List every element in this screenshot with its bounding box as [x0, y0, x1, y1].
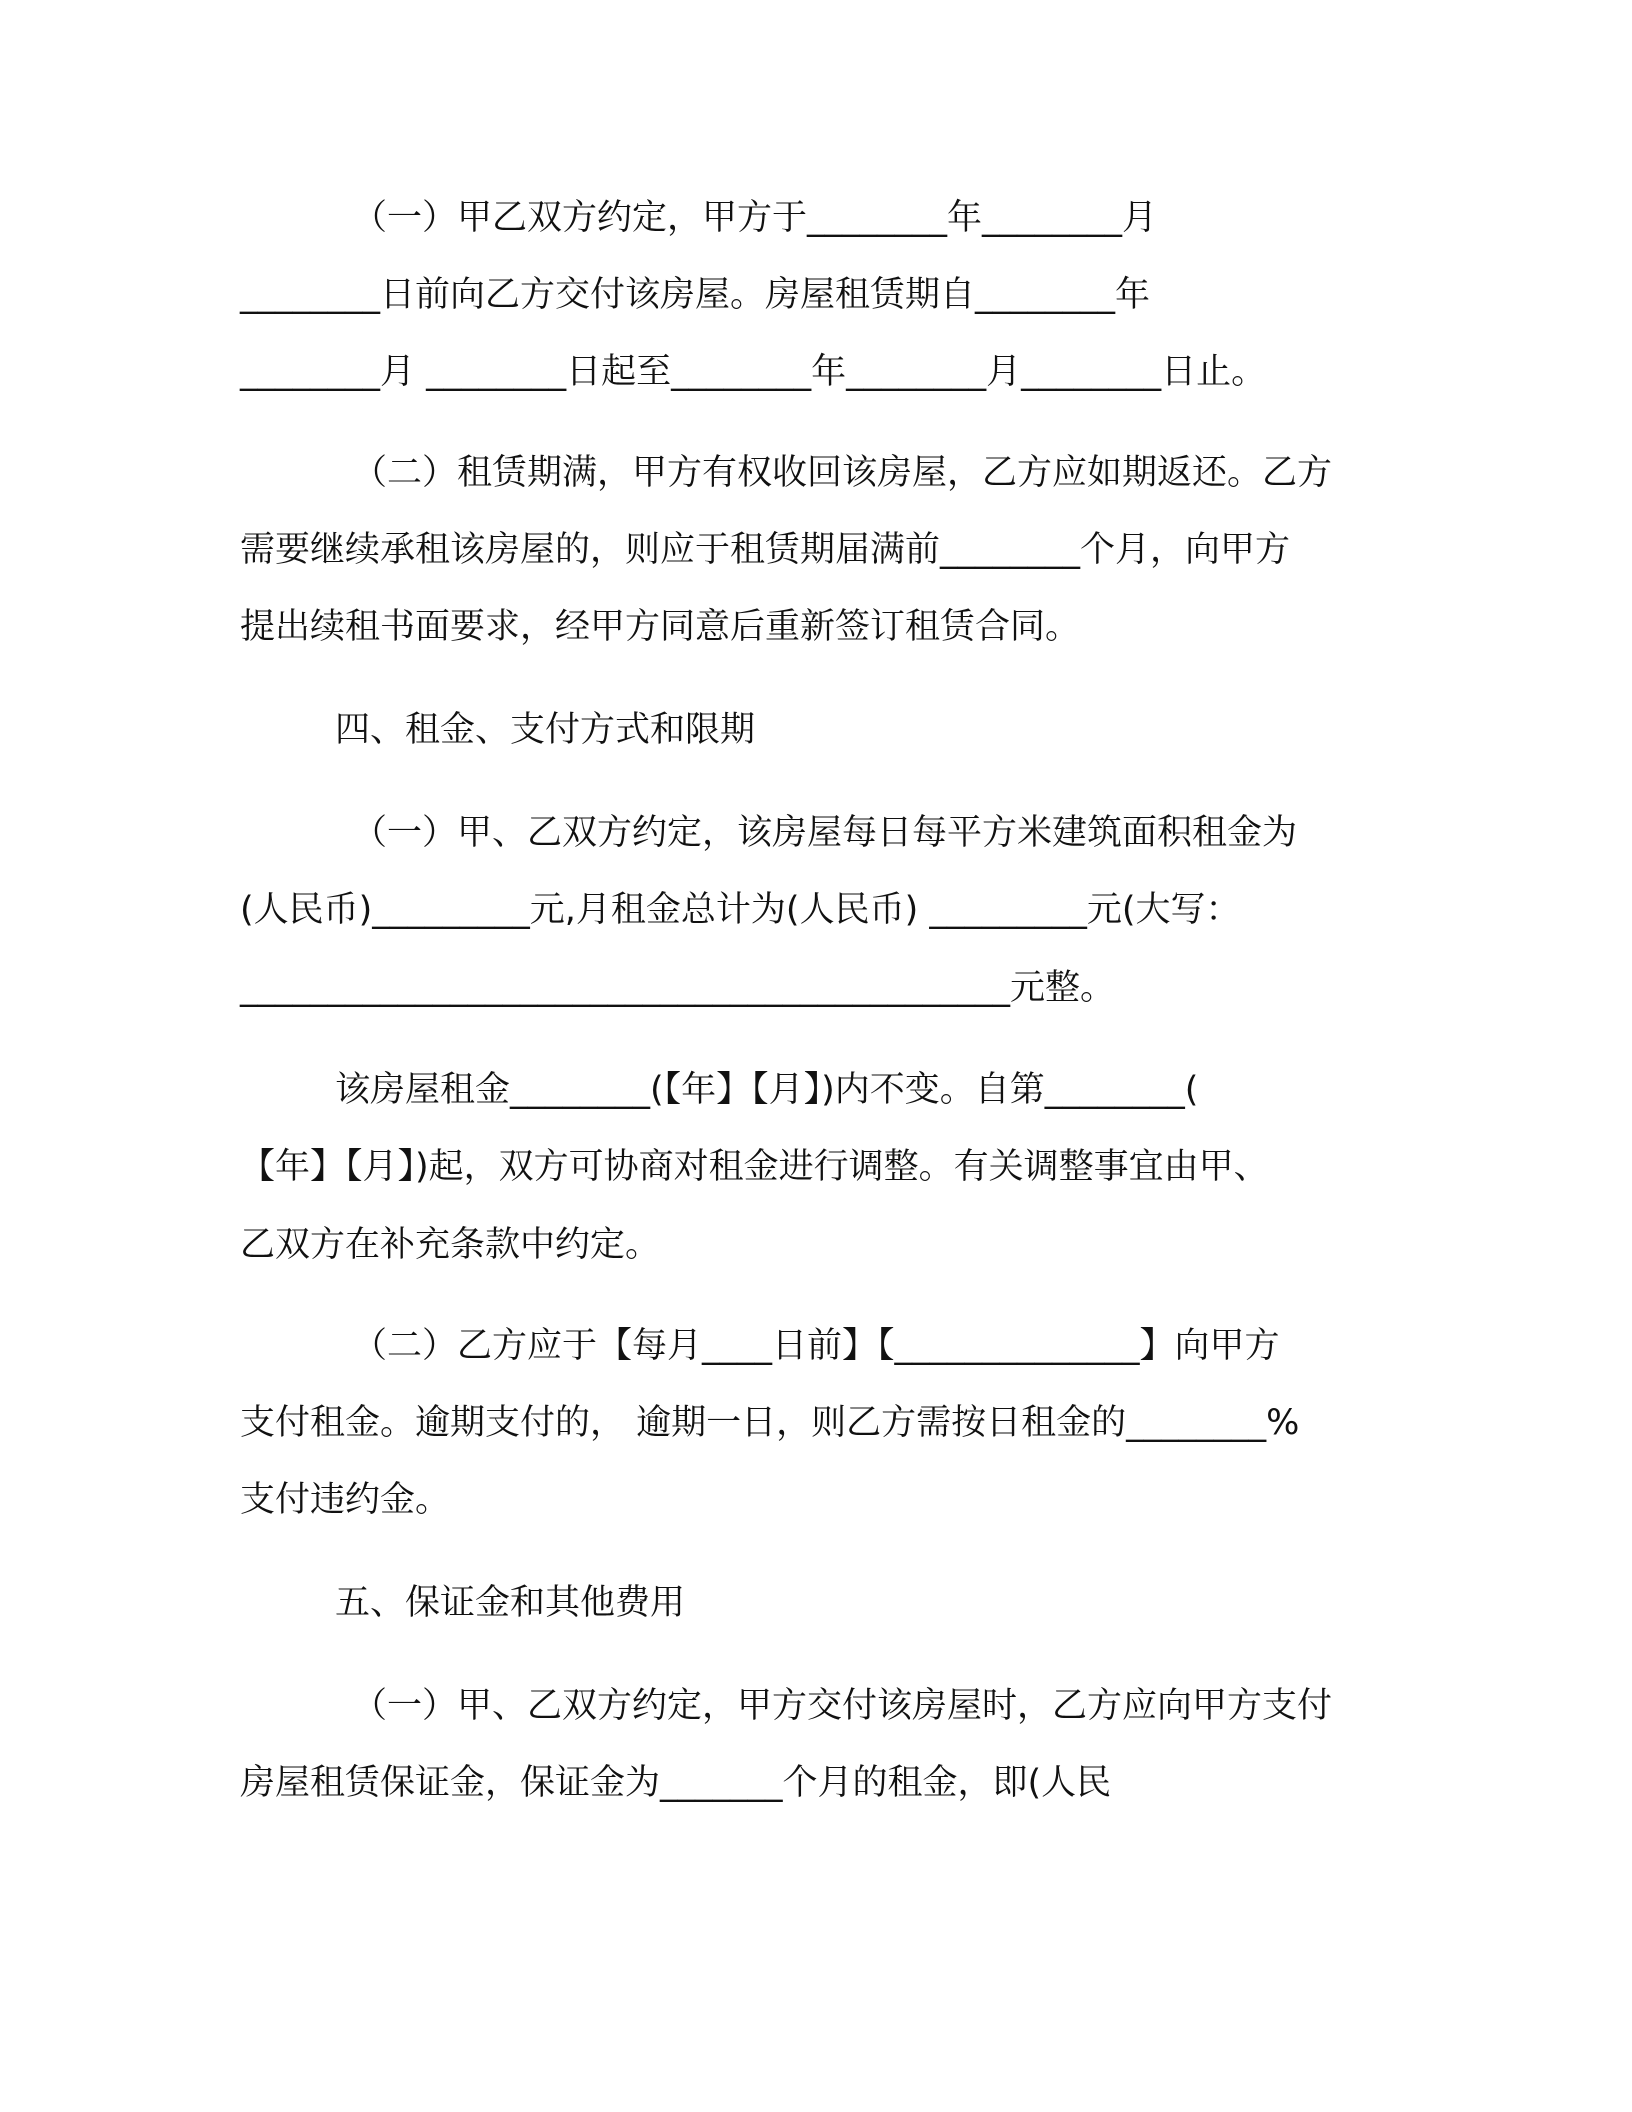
- section-heading: 四、租金、支付方式和限期: [335, 710, 756, 750]
- paragraph-line: （二）租赁期满，甲方有权收回该房屋，乙方应如期返还。乙方: [352, 453, 1333, 493]
- paragraph-line: 支付违约金。: [240, 1480, 451, 1520]
- paragraph-line: (人民币)_________元,月租金总计为(人民币) _________元(大写：: [240, 890, 1241, 930]
- paragraph-line: （一）甲、乙双方约定，该房屋每日每平方米建筑面积租金为: [352, 813, 1298, 853]
- paragraph-line: ________日前向乙方交付该房屋。房屋租赁期自________年: [240, 275, 1151, 315]
- paragraph-line: 乙双方在补充条款中约定。: [240, 1225, 661, 1265]
- paragraph-line: 该房屋租金________(【年】【月】)内不变。自第________(: [335, 1070, 1199, 1110]
- paragraph-line: （一）甲、乙双方约定，甲方交付该房屋时，乙方应向甲方支付: [352, 1686, 1333, 1726]
- paragraph-line: 【年】【月】)起，双方可协商对租金进行调整。有关调整事宜由甲、: [240, 1147, 1269, 1187]
- paragraph-line: 房屋租赁保证金，保证金为_______个月的租金，即(人民: [240, 1763, 1112, 1803]
- paragraph-line: （二）乙方应于【每月____日前】【______________】向甲方: [352, 1326, 1280, 1366]
- section-heading: 五、保证金和其他费用: [335, 1583, 686, 1623]
- paragraph-line: 支付租金。逾期支付的， 逾期一日，则乙方需按日租金的________%: [240, 1403, 1300, 1443]
- paragraph-line: （一）甲乙双方约定，甲方于________年________月: [352, 198, 1158, 238]
- paragraph-line: ________月 ________日起至________年________月________日止。: [240, 352, 1267, 392]
- paragraph-line: 提出续租书面要求，经甲方同意后重新签订租赁合同。: [240, 607, 1081, 647]
- paragraph-line: 需要继续承租该房屋的，则应于租赁期届满前________个月，向甲方: [240, 530, 1291, 570]
- paragraph-line: ____________________________________________元整。: [240, 968, 1116, 1008]
